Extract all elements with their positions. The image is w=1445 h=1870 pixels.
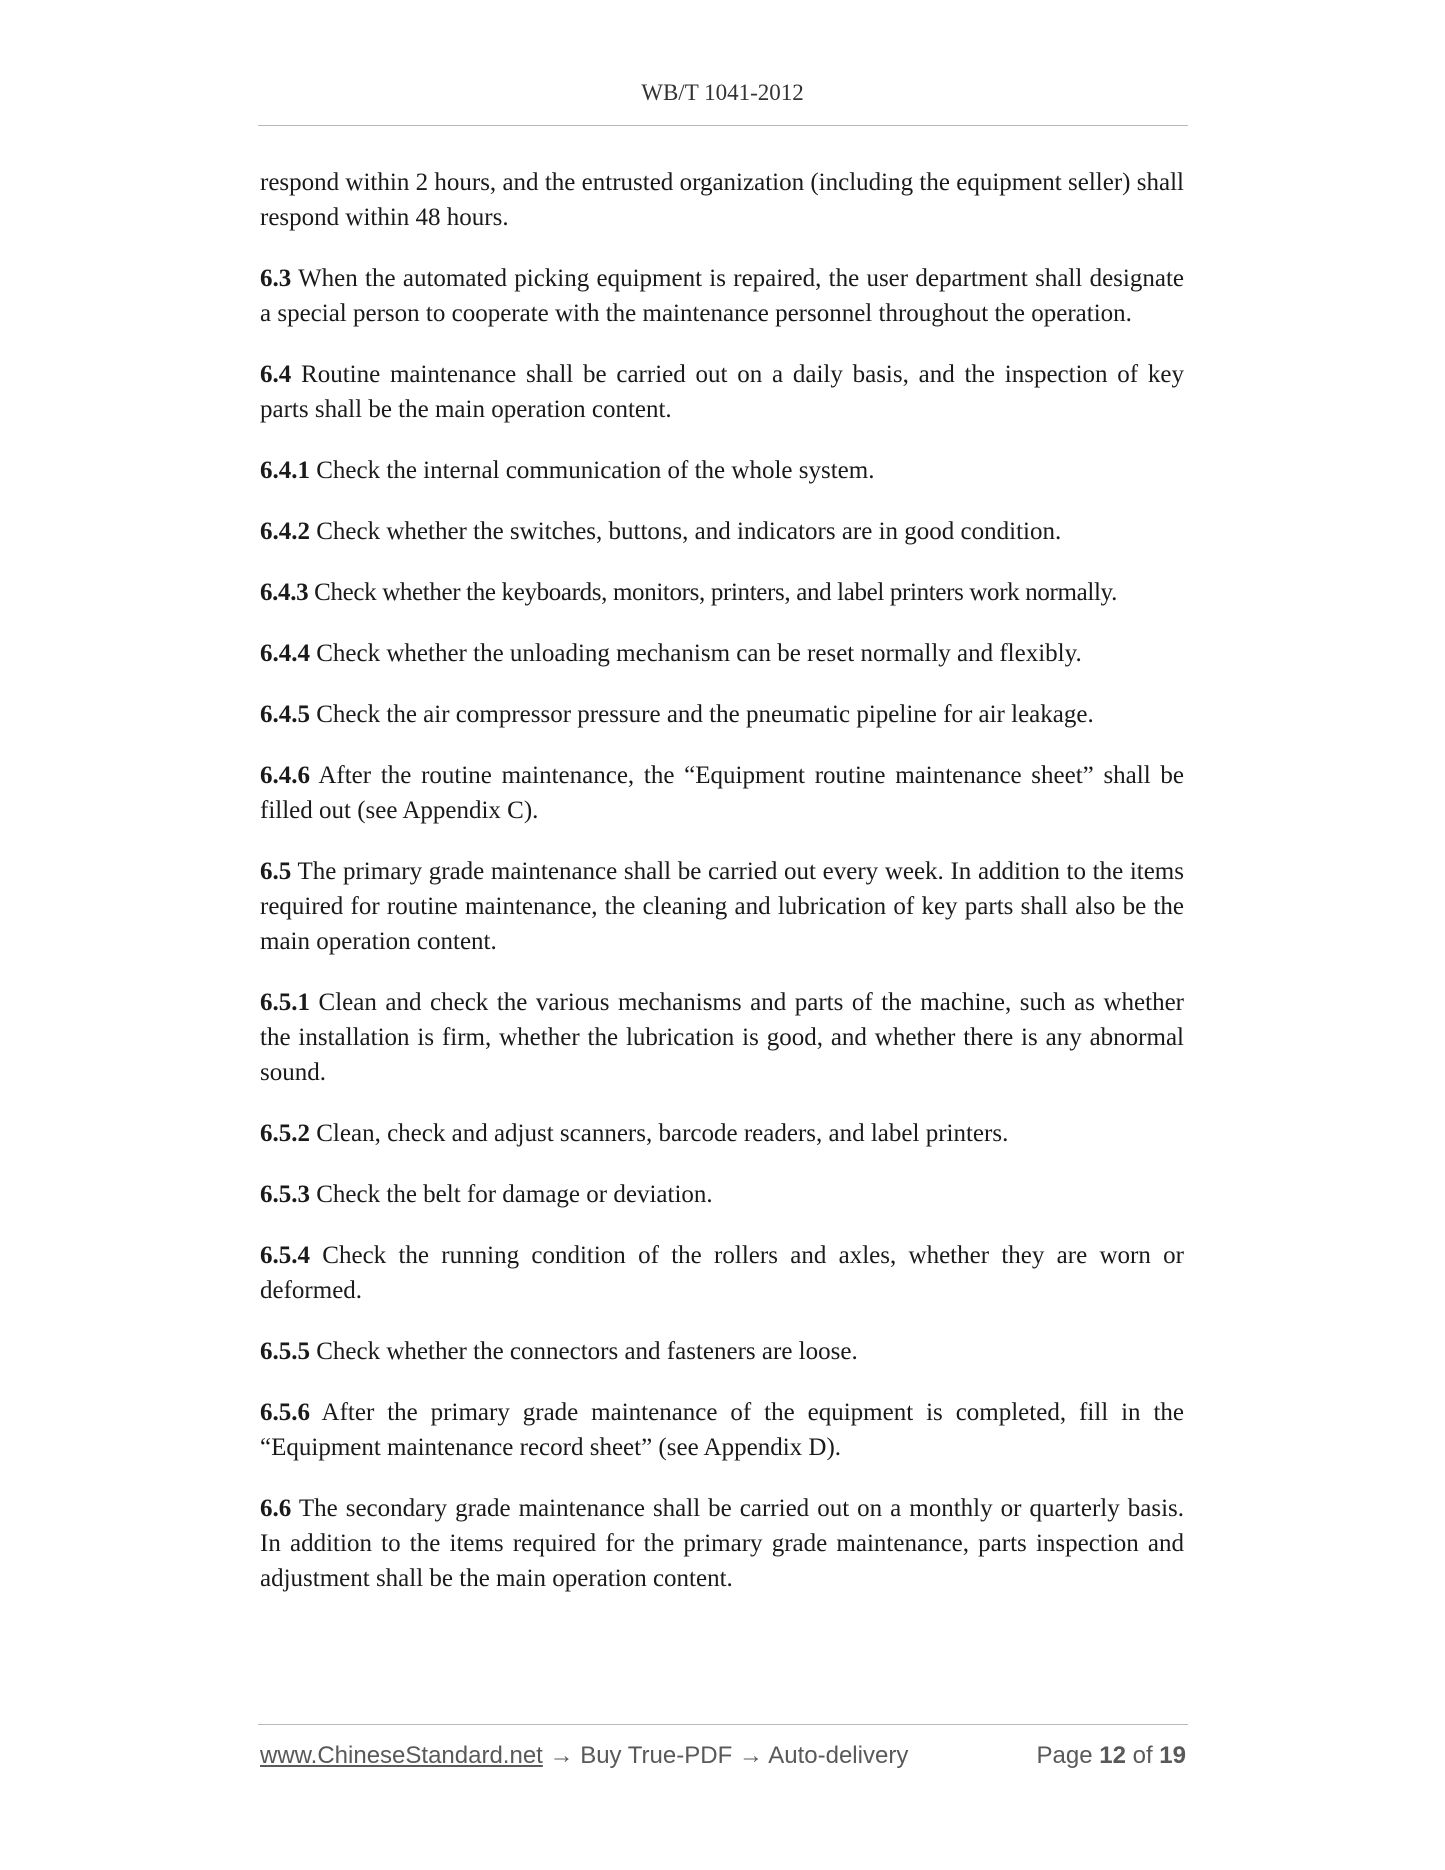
clause-text: Check whether the unloading mechanism can be reset normally and flexibly. xyxy=(316,640,1082,667)
footer-links xyxy=(260,1736,908,1776)
clause-number: 6.4.3 xyxy=(260,579,309,606)
clause-number: 6.4.6 xyxy=(260,762,310,789)
clause-6-3 xyxy=(260,261,1184,331)
clause-number: 6.6 xyxy=(260,1495,292,1522)
document-code-header: WB/T 1041-2012 xyxy=(641,80,804,105)
clause-text: Routine maintenance shall be carried out on a daily basis, and the inspection of key parts shall be the main operation content. xyxy=(260,361,1184,423)
chinesestandard-link[interactable]: www.ChineseStandard.net xyxy=(260,1742,543,1769)
clause-number: 6.5.1 xyxy=(260,989,310,1016)
clause-text: Clean, check and adjust scanners, barcode readers, and label printers. xyxy=(316,1120,1009,1147)
clause-text: Check the belt for damage or deviation. xyxy=(316,1181,713,1208)
current-page-number: 12 xyxy=(1099,1742,1126,1769)
clause-number: 6.4.5 xyxy=(260,701,310,728)
clause-6-4-2 xyxy=(260,514,1184,549)
clause-6-5-6 xyxy=(260,1395,1184,1465)
clause-6-5-5 xyxy=(260,1334,1184,1369)
arrow-right-icon: → xyxy=(549,1742,574,1769)
clause-number: 6.4.2 xyxy=(260,518,310,545)
clause-text: After the routine maintenance, the “Equipment routine maintenance sheet” shall be filled out (see Appendix C). xyxy=(260,762,1184,824)
clause-number: 6.5.5 xyxy=(260,1338,310,1365)
clause-6-5-2 xyxy=(260,1116,1184,1151)
clause-number: 6.5.2 xyxy=(260,1120,310,1147)
clause-number: 6.5.4 xyxy=(260,1242,310,1269)
page-indicator xyxy=(1037,1736,1187,1776)
clause-number: 6.4.1 xyxy=(260,457,310,484)
footer-divider xyxy=(258,1724,1188,1725)
clause-6-5 xyxy=(260,854,1184,959)
clause-6-4 xyxy=(260,357,1184,427)
document-body xyxy=(260,165,1184,1622)
total-pages-number: 19 xyxy=(1159,1742,1186,1769)
clause-6-4-6 xyxy=(260,758,1184,828)
arrow-right-icon: → xyxy=(738,1742,763,1769)
clause-text: The secondary grade maintenance shall be carried out on a monthly or quarterly basis. In addition to the items required for the primary grade maintenance, parts inspection and adjustment shall be the main operation content. xyxy=(260,1495,1184,1592)
clause-text: Clean and check the various mechanisms and parts of the machine, such as whether the installation is firm, whether the lubrication is good, and whether there is any abnormal sound. xyxy=(260,989,1185,1086)
clause-number: 6.4 xyxy=(260,361,292,388)
clause-text: Check whether the keyboards, monitors, printers, and label printers work normally. xyxy=(314,579,1117,606)
clause-text: The primary grade maintenance shall be carried out every week. In addition to the items required for routine maintenance, the cleaning and lubrication of key parts shall also be the main operation content. xyxy=(260,858,1184,955)
clause-number: 6.4.4 xyxy=(260,640,310,667)
clause-number: 6.5.6 xyxy=(260,1399,310,1426)
clause-number: 6.3 xyxy=(260,265,292,292)
clause-text: Check whether the switches, buttons, and indicators are in good condition. xyxy=(316,518,1062,545)
clause-6-5-1 xyxy=(260,985,1184,1090)
clause-text: When the automated picking equipment is repaired, the user department shall designate a special person to cooperate with the maintenance personnel throughout the operation. xyxy=(260,265,1184,327)
page-label: Page xyxy=(1036,1742,1093,1769)
clause-text: Check the running condition of the rollers and axles, whether they are worn or deformed. xyxy=(260,1242,1184,1304)
page-footer xyxy=(260,1736,1186,1776)
clause-6-5-3 xyxy=(260,1177,1184,1212)
header-divider xyxy=(258,125,1188,126)
auto-delivery-text: Auto-delivery xyxy=(768,1742,909,1769)
clause-number: 6.5.3 xyxy=(260,1181,310,1208)
of-label: of xyxy=(1132,1742,1153,1769)
clause-number: 6.5 xyxy=(260,858,292,885)
paragraph-continuation xyxy=(260,165,1184,235)
clause-6-4-1 xyxy=(260,453,1184,488)
buy-true-pdf-text: Buy True-PDF xyxy=(580,1742,733,1769)
clause-6-4-5 xyxy=(260,697,1184,732)
clause-6-5-4 xyxy=(260,1238,1184,1308)
clause-6-4-4 xyxy=(260,636,1184,671)
clause-6-4-3 xyxy=(260,575,1184,610)
clause-6-6 xyxy=(260,1491,1184,1596)
clause-text: Check whether the connectors and fasteners are loose. xyxy=(316,1338,858,1365)
clause-text: Check the internal communication of the whole system. xyxy=(316,457,875,484)
paragraph-text: respond within 2 hours, and the entrusted organization (including the equipment seller) shall respond within 48 hours. xyxy=(260,169,1184,231)
clause-text: After the primary grade maintenance of the equipment is completed, fill in the “Equipment maintenance record sheet” (see Appendix D). xyxy=(260,1399,1184,1461)
clause-text: Check the air compressor pressure and the pneumatic pipeline for air leakage. xyxy=(316,701,1094,728)
